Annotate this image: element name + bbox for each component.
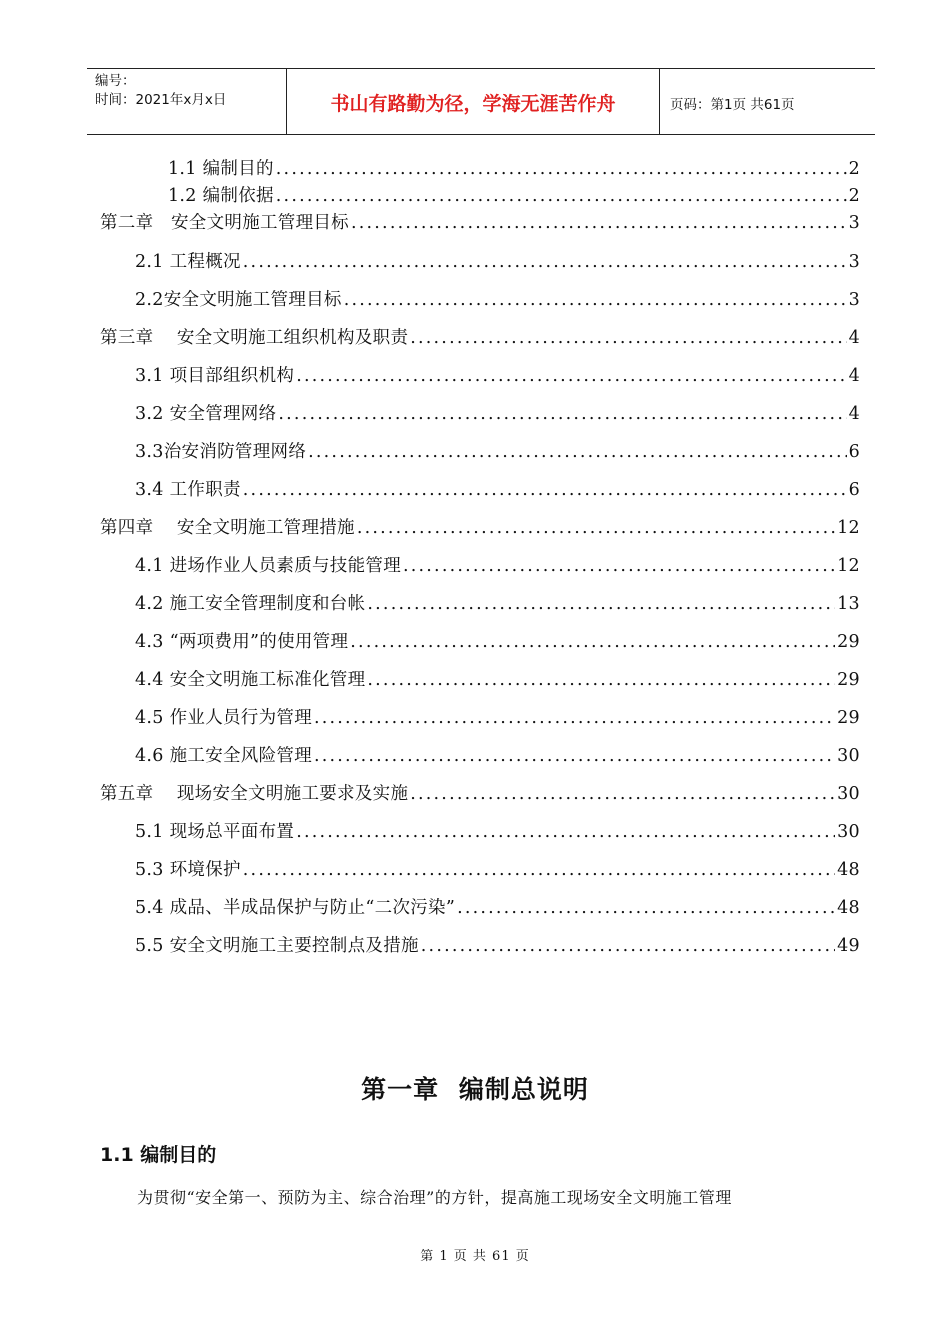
toc-entry-page: 48 [837, 860, 860, 880]
toc-entry[interactable] [135, 555, 860, 577]
chapter-title: 第一章 编制总说明 [361, 1075, 589, 1104]
header-page-info: 页码：第1页 共61页 [670, 96, 795, 113]
toc-entry-page: 29 [837, 708, 860, 728]
toc-entry[interactable] [168, 158, 860, 180]
toc-entry[interactable] [135, 365, 860, 387]
toc-leader-dots [350, 631, 835, 653]
toc-entry-page: 49 [837, 936, 860, 956]
toc-entry[interactable] [168, 185, 860, 207]
toc-leader-dots [308, 441, 846, 463]
toc-entry-page: 2 [848, 159, 860, 179]
toc-entry-label: 4.3 “两项费用”的使用管理 [135, 632, 349, 652]
toc-entry-label: 4.6 施工安全风险管理 [135, 746, 312, 766]
toc-entry-label: 5.5 安全文明施工主要控制点及措施 [135, 936, 419, 956]
toc-entry[interactable] [135, 935, 860, 957]
toc-entry-page: 12 [837, 518, 860, 538]
toc-leader-dots [296, 821, 835, 843]
page-footer: 第 1 页 共 61 页 [420, 1249, 530, 1264]
toc-leader-dots [314, 707, 835, 729]
toc-leader-dots [344, 289, 847, 311]
toc-entry-label: 4.1 进场作业人员素质与技能管理 [135, 556, 401, 576]
toc-entry-page: 13 [837, 594, 860, 614]
toc-leader-dots [351, 212, 847, 234]
toc-entry-page: 48 [837, 898, 860, 918]
toc-entry-label: 5.3 环境保护 [135, 860, 241, 880]
toc-entry[interactable] [135, 745, 860, 767]
toc-entry-page: 3 [848, 252, 860, 272]
toc-entry-page: 3 [848, 290, 860, 310]
toc-entry[interactable] [135, 251, 860, 273]
toc-leader-dots [367, 593, 835, 615]
toc-entry-page: 30 [837, 746, 860, 766]
toc-entry-label: 5.1 现场总平面布置 [135, 822, 295, 842]
toc-entry[interactable] [135, 631, 860, 653]
toc-entry-page: 4 [848, 328, 860, 348]
document-number-label: 编号： [95, 73, 136, 89]
toc-entry-page: 29 [837, 670, 860, 690]
toc-entry[interactable] [100, 783, 860, 805]
toc-entry-label: 4.2 施工安全管理制度和台帐 [135, 594, 366, 614]
toc-entry[interactable] [100, 517, 860, 539]
toc-leader-dots [421, 935, 835, 957]
section-title: 1.1 编制目的 [100, 1144, 217, 1166]
toc-entry-page: 4 [848, 366, 860, 386]
toc-entry-page: 3 [848, 213, 860, 233]
toc-leader-dots [367, 669, 835, 691]
toc-leader-dots [296, 365, 846, 387]
toc-entry[interactable] [135, 479, 860, 501]
header-motto: 书山有路勤为径，学海无涯苦作舟 [287, 69, 660, 134]
toc-entry-label: 4.4 安全文明施工标准化管理 [135, 670, 366, 690]
toc-entry[interactable] [135, 707, 860, 729]
toc-entry[interactable] [100, 327, 860, 349]
toc-entry-page: 6 [848, 480, 860, 500]
toc-entry-page: 4 [848, 404, 860, 424]
toc-entry-page: 6 [848, 442, 860, 462]
toc-entry[interactable] [135, 593, 860, 615]
toc-entry-label: 3.2 安全管理网络 [135, 404, 277, 424]
toc-entry-label: 第五章 现场安全文明施工要求及实施 [100, 784, 409, 804]
toc-leader-dots [410, 327, 846, 349]
toc-leader-dots [278, 403, 846, 425]
toc-leader-dots [276, 158, 847, 180]
toc-entry-label: 1.2 编制依据 [168, 186, 274, 206]
toc-entry-label: 1.1 编制目的 [168, 159, 274, 179]
toc-entry[interactable] [135, 859, 860, 881]
toc-leader-dots [357, 517, 835, 539]
document-time-label: 时间：2021年x月x日 [95, 92, 227, 108]
toc-entry-label: 2.2安全文明施工管理目标 [135, 290, 342, 310]
toc-entry[interactable] [135, 403, 860, 425]
toc-leader-dots [243, 859, 835, 881]
toc-entry-label: 2.1 工程概况 [135, 252, 241, 272]
toc-leader-dots [276, 185, 847, 207]
toc-entry[interactable] [100, 212, 860, 234]
toc-leader-dots [403, 555, 835, 577]
toc-entry-label: 第四章 安全文明施工管理措施 [100, 518, 355, 538]
toc-leader-dots [314, 745, 835, 767]
toc-leader-dots [410, 783, 835, 805]
toc-entry-page: 12 [837, 556, 860, 576]
toc-entry[interactable] [135, 669, 860, 691]
toc-entry-label: 3.1 项目部组织机构 [135, 366, 295, 386]
toc-entry-page: 30 [837, 822, 860, 842]
toc-entry-page: 30 [837, 784, 860, 804]
toc-entry-label: 3.4 工作职责 [135, 480, 241, 500]
toc-entry[interactable] [135, 289, 860, 311]
toc-entry-page: 29 [837, 632, 860, 652]
toc-entry[interactable] [135, 441, 860, 463]
toc-leader-dots [457, 897, 835, 919]
body-paragraph: 为贯彻“安全第一、预防为主、综合治理”的方针，提高施工现场安全文明施工管理 [137, 1188, 732, 1207]
toc-entry[interactable] [135, 821, 860, 843]
toc-entry-label: 5.4 成品、半成品保护与防止“二次污染” [135, 898, 456, 918]
toc-entry-page: 2 [848, 186, 860, 206]
toc-entry-label: 3.3治安消防管理网络 [135, 442, 307, 462]
toc-entry-label: 第二章 安全文明施工管理目标 [100, 213, 349, 233]
toc-entry-label: 第三章 安全文明施工组织机构及职责 [100, 328, 409, 348]
toc-entry-label: 4.5 作业人员行为管理 [135, 708, 312, 728]
toc-entry[interactable] [135, 897, 860, 919]
toc-leader-dots [243, 479, 847, 501]
toc-leader-dots [243, 251, 847, 273]
